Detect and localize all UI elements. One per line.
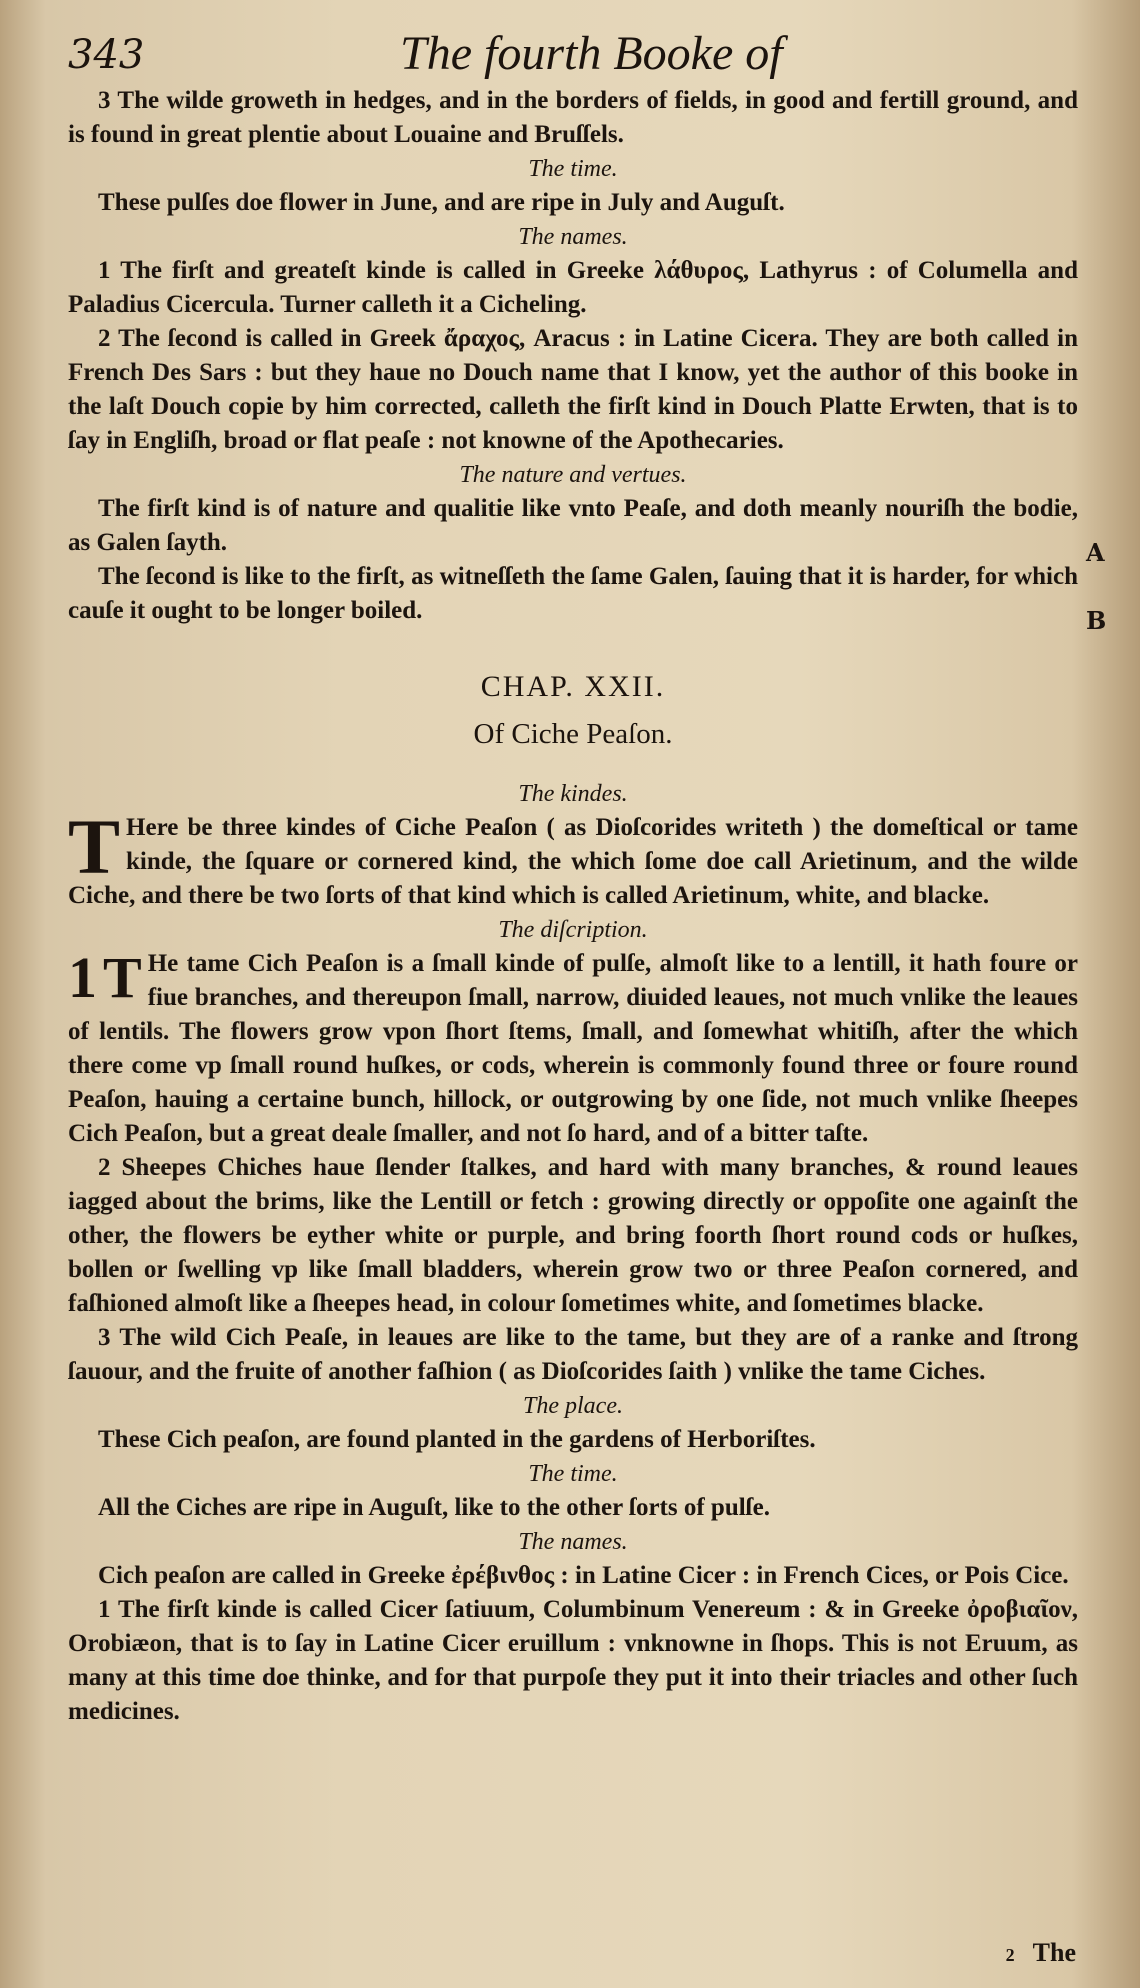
section-heading-names: The names. [518, 224, 628, 250]
chapter-title: Of Ciche Peaſon. [473, 718, 673, 750]
margin-letter-b: B [1086, 606, 1107, 635]
paragraph-description-3: 3 The wild Cich Peaſe, in leaues are like to the tame, but they are of a ranke and ſtrong ſauour, and the fruite of another faſhion ( as Dioſcorides ſaith ) vnlike the tame Ciches. [68, 1324, 1078, 1385]
paragraph-place: These Cich peaſon, are found planted in the gardens of Herboriſtes. [98, 1426, 816, 1453]
page-header [0, 18, 1140, 88]
description-1-text: He tame Cich Peaſon is a ſmall kinde of pulſe, almoſt like to a lentill, it hath foure or fiue branches, and thereupon ſmall, narrow, diuided leaues, not much vnlike the leaues of lentils. The flowers grow vpon ſhort ſtems, ſmall, and ſomewhat whitiſh, after the which there come vp ſmall round huſkes, or cods, wherein is commonly found three or foure round Peaſon, hauing a certaine bunch, hillock, or outgrowing by one ſide, not much vnlike ſheepes Cich Peaſon, but a great deale ſmaller, and not ſo hard, and of a bitter taſte. [68, 950, 1078, 1147]
page-body [68, 84, 1078, 1729]
paragraph-growth-3: 3 The wilde groweth in hedges, and in the borders of fields, in good and fertill ground, and is found in great plentie about Louaine and Bruſſels. [68, 87, 1078, 148]
drop-cap-2 [68, 945, 148, 1010]
paragraph-time: These pulſes doe flower in June, and are ripe in July and Auguſt. [98, 189, 785, 216]
item-number: 1 [68, 945, 97, 1010]
running-title: The fourth Booke of [400, 27, 783, 80]
paragraph-names-3: Cich peaſon are called in Greeke ἐρέβινθος : in Latine Cicer : in French Cices, or Pois Cice. [98, 1562, 1069, 1589]
page-number: 343 [68, 32, 145, 78]
paragraph-description-2: 2 Sheepes Chiches haue ſlender ſtalkes, and hard with many branches, & round leaues iagged about the brims, like the Lentill or fetch : growing directly or oppoſite one againſt the other, the flowers be eyther white or purple, and bring foorth ſhort round cods or huſkes, bollen or ſwelling vp like ſmall bladders, wherein grow two or three Peaſon cornered, and faſhioned almoſt like a ſheepes head, in colour ſometimes white, and ſometimes blacke. [68, 1154, 1078, 1317]
signature-mark: 2 [1005, 1945, 1015, 1965]
section-heading-kindes: The kindes. [518, 781, 628, 807]
paragraph-nature-b: The ſecond is like to the firſt, as witneſſeth the ſame Galen, ſauing that it is harder, for which cauſe it ought to be longer boiled. [68, 563, 1078, 624]
section-heading-names-2: The names. [518, 1529, 628, 1555]
section-heading-nature: The nature and vertues. [459, 462, 687, 488]
paragraph-description-1 [68, 947, 1078, 1151]
catchword-text: The [1032, 1938, 1076, 1967]
kindes-text: Here be three kindes of Ciche Peaſon ( as Dioſcorides writeth ) the domeſtical or tame kinde, the ſquare or cornered kind, the which ſome doe call Arietinum, and the wilde Ciche, and there be two ſorts of that kind which is called Arietinum, white, and blacke. [68, 814, 1078, 909]
section-heading-place: The place. [523, 1393, 623, 1419]
paragraph-kindes [68, 803, 1078, 913]
section-heading-description: The diſcription. [498, 917, 648, 943]
paragraph-names-1: 1 The firſt and greateſt kinde is called in Greeke λάθυρος, Lathyrus : of Columella and Paladius Cicercula. Turner calleth it a Cicheling. [68, 257, 1078, 318]
section-heading-time: The time. [528, 156, 618, 182]
paragraph-nature-a: The firſt kind is of nature and qualitie like vnto Peaſe, and doth meanly nouriſh the bodie, as Galen ſayth. [68, 495, 1078, 556]
paragraph-names-4: 1 The firſt kinde is called Cicer ſatiuum, Columbinum Venereum : & in Greeke ὀροβιαῖον, Orobiæon, that is to ſay in Latine Cicer eruillum : vnknowne in ſhops. This is not Eruum, as many at this time doe thinke, and for that purpoſe they put it into their triacles and other ſuch medicines. [68, 1596, 1078, 1725]
margin-letter-a: A [1086, 538, 1105, 567]
paragraph-names-2: 2 The ſecond is called in Greek ἄραχος, Aracus : in Latine Cicera. They are both called in French Des Sars : but they haue no Douch name that I know, yet the author of this booke in the laſt Douch copie by him corrected, calleth the firſt kind in Douch Platte Erwten, that is to ſay in Engliſh, broad or flat peaſe : not knowne of the Apothecaries. [68, 325, 1078, 454]
paragraph-time-2: All the Ciches are ripe in Auguſt, like to the other ſorts of pulſe. [98, 1494, 770, 1521]
chapter-number: CHAP. XXII. [480, 670, 666, 703]
catchword [1006, 1938, 1076, 1968]
drop-cap-letter: T [103, 945, 142, 1010]
section-heading-time-2: The time. [528, 1461, 618, 1487]
drop-cap: T [68, 803, 121, 890]
